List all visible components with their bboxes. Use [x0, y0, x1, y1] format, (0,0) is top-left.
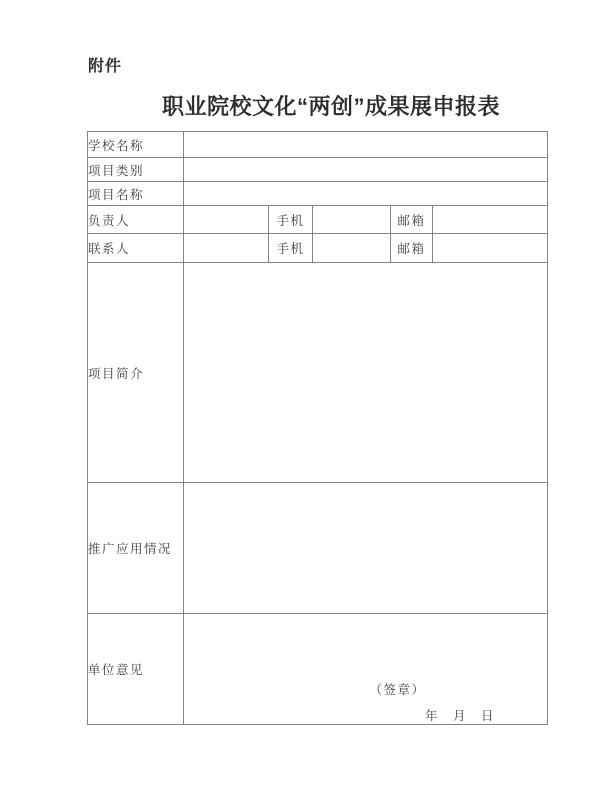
- row-label-project-category: 项目类别: [88, 158, 184, 182]
- table-row-project-name: [88, 182, 548, 206]
- row-label-project-name: 项目名称: [88, 182, 184, 206]
- leader-phone-cell[interactable]: [313, 206, 391, 234]
- table-row-project-intro: [88, 263, 548, 483]
- row-label-unit-opinion: 单位意见: [88, 614, 184, 725]
- table-row-project-category: [88, 158, 548, 182]
- row-label-project-intro: 项目简介: [88, 263, 184, 483]
- row-label-promotion: 推广应用情况: [88, 483, 184, 614]
- attachment-label: 附件: [88, 58, 123, 75]
- leader-name-cell[interactable]: [184, 206, 269, 234]
- unit-opinion-cell[interactable]: [184, 614, 548, 725]
- contact-name-cell[interactable]: [184, 234, 269, 263]
- contact-email-cell[interactable]: [433, 234, 548, 263]
- contact-phone-label: 手机: [269, 234, 313, 263]
- seal-label: （签章）: [369, 683, 426, 697]
- date-label: 年 月 日: [425, 709, 496, 723]
- row-label-school-name: 学校名称: [88, 132, 184, 158]
- project-name-cell[interactable]: [184, 182, 548, 206]
- project-category-cell[interactable]: [184, 158, 548, 182]
- row-label-leader: 负责人: [88, 206, 184, 234]
- contact-phone-cell[interactable]: [313, 234, 391, 263]
- table-row-leader: [88, 206, 548, 234]
- row-label-contact: 联系人: [88, 234, 184, 263]
- page-title: 职业院校文化“两创”成果展申报表: [161, 94, 500, 119]
- school-name-cell[interactable]: [184, 132, 548, 158]
- application-form-table: [87, 131, 548, 725]
- promotion-cell[interactable]: [184, 483, 548, 614]
- leader-email-label: 邮箱: [391, 206, 433, 234]
- table-row-contact: [88, 234, 548, 263]
- table-row-school-name: [88, 132, 548, 158]
- contact-email-label: 邮箱: [391, 234, 433, 263]
- leader-email-cell[interactable]: [433, 206, 548, 234]
- leader-phone-label: 手机: [269, 206, 313, 234]
- table-row-promotion: [88, 483, 548, 614]
- project-intro-cell[interactable]: [184, 263, 548, 483]
- table-row-unit-opinion: [88, 614, 548, 725]
